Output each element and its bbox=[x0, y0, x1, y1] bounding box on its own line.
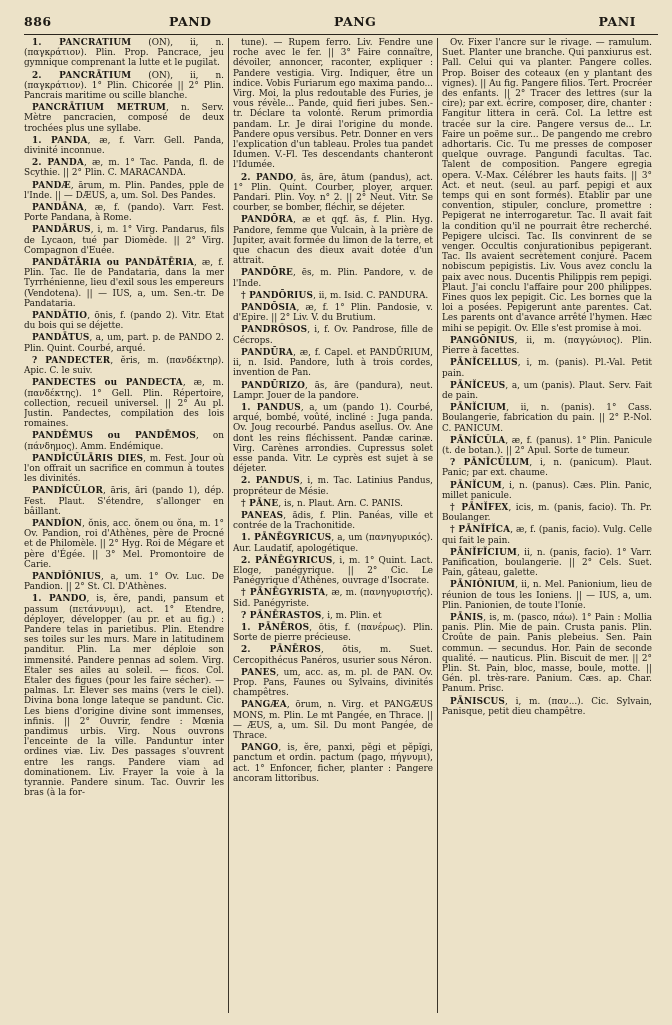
entry-definition: , a, um (pando 1). Courbé, arqué, bombé, voûté, incliné : Juga panda. Ov. Joug recourbé. Pandus asellus. Ov. Ane dont les reins fléchissent. Pandæ carinæ. Virg. Carènes arrondies. Cupressus solet esse panda. Vitr. Le cyprès est sujet à se déjeter. bbox=[233, 402, 433, 475]
entry-definition: (ON), ii, n. (παγκράτιον). 1° Plin. Chicorée || 2° Plin. Pancrais maritime ou scille blanche. bbox=[24, 70, 224, 102]
dictionary-entry bbox=[24, 38, 224, 69]
entry-headword: PANDŪRA bbox=[241, 347, 294, 358]
dictionary-entry bbox=[24, 519, 224, 570]
dictionary-entry bbox=[24, 454, 224, 485]
entry-headword: 1. PANDO bbox=[32, 594, 87, 605]
entry-definition: , i, m. 1° Quint. Lact. Eloge, panégyrique. || 2° Cic. Le Panégyrique d'Athènes, ouvrage d'Isocrate. bbox=[233, 555, 433, 587]
entry-definition: , ās, āre, ātum (pandus), act. 1° Plin. Quint. Courber, ployer, arquer. Pandari. Plin. Voy. n° 2. || 2° Neut. Vitr. Se courber, se bomber, fléchir, se déjeter. bbox=[233, 172, 433, 214]
running-head bbox=[24, 14, 658, 32]
entry-definition: , æ, m. 1° Tac. Panda, fl. de Scythie. || 2° Plin. C. MARACANDA. bbox=[24, 158, 224, 179]
entry-definition: , is, m. (pasco, πάω). 1° Pain : Mollia panis. Plin. Mie de pain. Crusta panis. Plin. Croûte de pain. Panis plebeius. Sen. Pain commun. — secundus. Hor. Pain de seconde qualité. — nauticus. Plin. Biscuit de mer. || 2° Plin. St. Pain, bloc, masse, boule, motte. || Gén. pl. très-rare. Panium. Cæs. ap. Char. Panum. Prisc. bbox=[442, 612, 652, 695]
dictionary-entry bbox=[233, 38, 433, 171]
entry-headword: † PĀNĬFĬCA bbox=[450, 525, 511, 536]
entry-definition: , icis, m. (panis, facio). Th. Pr. Boulanger. bbox=[442, 502, 652, 524]
dictionary-entry bbox=[24, 181, 224, 201]
dictionary-entry bbox=[24, 225, 224, 256]
column-divider bbox=[437, 38, 438, 1013]
entry-definition: , æ, f. Plin. Tac. Ile de Pandataria, dans la mer Tyrrhénienne, lieu d'exil sous les empereurs (Vendotena). || — IUS, a, um. Sen.-tr. De Pandataria. bbox=[24, 258, 224, 309]
entry-headword: 1. PANDUS bbox=[241, 402, 301, 413]
entry-headword: 2. PĀNĒGYRICUS bbox=[241, 555, 333, 566]
dictionary-entry bbox=[233, 556, 433, 587]
dictionary-entry bbox=[233, 511, 433, 531]
entry-definition: Ov. Fixer l'ancre sur le rivage. — ramulum. Suet. Planter une branche. Qui panxiurus est. Pall. Celui qui va planter. Pangere colles. Prop. Boiser des coteaux (en y plantant des vignes). || Au fig. Pangere filios. Tert. Procréer des enfants. || 2° Tracer des lettres (sur la cire); par ext. écrire, composer, dire, chanter : Fangitur littera in cerā. Col. La lettre est tracée sur la cire. Pangere versus de... Lr. Faire un poëme sur... De pangendo me crebro adhortaris. Cic. Tu me presses de composer quelque ouvrage. Pangundi facultas. Tac. Talent de composition. Pangere egregia opera. V.-Max. Célébrer les hauts faits. || 3° Act. et neut. (seul. au parf. pepigi et aux temps qui en sont formés). Etablir par une convention, stipuler, conclure, promettre : Pepigerat ne interrogaretur. Tac. Il avait fait la condition qu'il ne pourrait être recherché. Pepigere ulcisci. Tac. Ils convinrent de se venger. Occultis conjurationibus pepigerant. Tac. Ils avaient secrètement conjuré. Pacem nobiscum pepigistis. Liv. Vous avez conclu la paix avec nous. Ducentis Philippis rem pepigi. Plaut. J'ai conclu l'affaire pour 200 philippes. Fines quos lex pepigit. Cic. Les bornes que la loi a posées. Pepigerunt ante parentes. Cat. Les parents ont d'avance arrêté l'hymen. Hæc mihi se pepigit. Ov. Elle s'est promise à moi. bbox=[442, 38, 652, 334]
entry-definition: , on (πάνδημος). Amm. Endémique. bbox=[24, 431, 224, 452]
entry-definition: , āris, āri (pando 1), dép. Fest. Plaut. S'étendre, s'allonger en bâillant. bbox=[24, 486, 224, 517]
dictionary-entry bbox=[442, 436, 652, 456]
entry-headword: 1. PĀNĒROS bbox=[241, 622, 310, 633]
entry-headword: PANEAS bbox=[241, 510, 284, 521]
entry-headword: PANDŌRE bbox=[241, 268, 293, 279]
entry-definition: , is, ĕre, pandi, pansum et passum (πετάννυμι), act. 1° Etendre, déployer, développer (au pr. et au fig.) : Pandere telas in parietibus. Plin. Etendre ses toiles sur les murs. Mare in latitudinem panditur. Plin. La mer déploie son immensité. Pandere pennas ad solem. Virg. Etaler ses ailes au soleil. — ficos. Col. Etaler des figues (pour les faire sécher). — palmas. Lr. Elever ses mains (vers le ciel). Divina bona longe lateque se pandunt. Cic. Les biens d'origine divine sont immenses, infinis. || 2° Ouvrir, fendre : Mœnia pandimus urbis. Virg. Nous ouvrons l'enceinte de la ville. Panduntur inter ordines viæ. Liv. Des passages s'ouvrent entre les rangs. Pandere viam ad dominationem. Liv. Frayer la voie à la tyrannie. Pandere sinum. Tac. Ouvrir les bras (à la for- bbox=[24, 594, 224, 799]
header-rule bbox=[24, 34, 658, 35]
entry-headword: PANDĪCŬLĀRIS DIES bbox=[32, 453, 144, 464]
entry-headword: PANDÆ bbox=[32, 180, 71, 191]
entry-headword: † PANDŌRIUS bbox=[241, 290, 314, 301]
dictionary-entry bbox=[233, 403, 433, 474]
dictionary-entry bbox=[233, 303, 433, 323]
entry-headword: PĀNĬFĬCIUM bbox=[450, 547, 518, 558]
dictionary-entry bbox=[233, 348, 433, 379]
dictionary-entry bbox=[24, 136, 224, 156]
entry-headword: ? PĀNĬCŬLUM bbox=[450, 458, 530, 469]
dictionary-entry bbox=[233, 743, 433, 784]
entry-definition: , i, m. (παν...). Cic. Sylvain, Panisque, petit dieu champêtre. bbox=[442, 696, 652, 717]
dictionary-entry bbox=[233, 381, 433, 401]
entry-definition: , i, m. 1° Virg. Pandarus, fils de Lycaon, tué par Diomède. || 2° Virg. Compagnon d'Euée. bbox=[24, 225, 224, 256]
entry-headword: PĀNISCUS bbox=[450, 696, 506, 707]
entry-definition: , i, f. Ov. Pandrose, fille de Cécrops. bbox=[233, 325, 433, 346]
entry-headword: 1. PANDA bbox=[32, 135, 88, 146]
entry-headword: PANDĀTIO bbox=[32, 311, 88, 322]
dictionary-entry bbox=[233, 268, 433, 288]
guide-word-left: PAND bbox=[169, 14, 212, 29]
dictionary-entry bbox=[442, 403, 652, 434]
column-right bbox=[442, 38, 652, 1013]
entry-definition: , is, ĕre, panxi, pĕgi et pĕpĭgi, panctum et ordin. pactum (pago, πήγνυμι), act. 1° Enfoncer, ficher, planter : Pangere ancoram littoribus. bbox=[233, 743, 433, 784]
entry-headword: PANDĒMUS ou PANDĒMOS bbox=[32, 431, 197, 442]
entry-definition: , æ, f. (pando). Varr. Fest. Porte Pandana, à Rome. bbox=[24, 203, 224, 224]
entry-definition: , æ, f. (panis, facio). Vulg. Celle qui fait le pain. bbox=[442, 525, 652, 546]
entry-definition: , ārum, m. Plin. Pandes, pple de l'Inde. || — DÆUS, a, um. Sol. Des Pandes. bbox=[24, 180, 224, 201]
entry-definition: , ădis, f. Plin. Panéas, ville et contrée de la Trachonitide. bbox=[233, 510, 433, 532]
guide-word-right: PANI bbox=[598, 14, 636, 29]
dictionary-entry bbox=[24, 311, 224, 331]
entry-headword: ? PĀNĒRASTOS bbox=[241, 610, 322, 621]
dictionary-entry bbox=[233, 533, 433, 553]
entry-headword: † PĀNĒGYRISTA bbox=[241, 588, 326, 599]
dictionary-entry bbox=[24, 431, 224, 451]
dictionary-entry bbox=[442, 525, 652, 545]
dictionary-entry bbox=[442, 613, 652, 695]
dictionary-entry bbox=[442, 503, 652, 523]
entry-headword: PANDŌRA bbox=[241, 215, 294, 226]
entry-definition: , æ et qqf. ās, f. Plin. Hyg. Pandore, femme que Vulcain, à la prière de Jupiter, avait formée du limon de la terre, et que chacun des dieux avait dotée d'un attrait. bbox=[233, 215, 433, 267]
dictionary-entry bbox=[24, 103, 224, 134]
guide-word-center: PANG bbox=[334, 14, 377, 29]
dictionary-entry bbox=[24, 71, 224, 102]
entry-definition: , i, m. Plin. et bbox=[321, 610, 382, 621]
entry-definition: , ii, m. (παγγώνιος). Plin. Pierre à facettes. bbox=[442, 335, 652, 357]
entry-headword: 2. PANDO bbox=[241, 172, 294, 183]
entry-definition: , um, acc. as, m. pl. de PAN. Ov. Prop. Pans, Faunes ou Sylvains, divinités champêtres. bbox=[233, 667, 433, 699]
dictionary-entry bbox=[24, 594, 224, 798]
entry-headword: † PĀNĬFEX bbox=[450, 502, 509, 513]
entry-definition: , ii, m. Isid. C. PANDURA. bbox=[313, 290, 429, 301]
entry-definition: , ii, n. Mel. Panionium, lieu de réunion de tous les Ioniens. || — IUS, a, um. Plin. Panionien, de toute l'Ionie. bbox=[442, 580, 652, 611]
entry-headword: PĀNIŎNIUM bbox=[450, 580, 516, 591]
dictionary-entry bbox=[233, 499, 433, 509]
entry-headword: PĀNIS bbox=[450, 612, 484, 623]
entry-definition: (ON), ii, n. (παγκράτιον). Plin. Prop. Pancrace, jeu gymnique comprenant la lutte et le pugilat. bbox=[24, 38, 224, 69]
column-left bbox=[24, 38, 224, 1013]
entry-definition: , ii, n. (panis). 1° Cass. Boulangerie, fabrication du pain. || 2° P.-Nol. C. PANICUM. bbox=[442, 403, 652, 434]
entry-definition: , m. Fest. Jour où l'on offrait un sacrifice en commun à toutes les divinités. bbox=[24, 453, 224, 485]
entry-headword: 2. PĀNĒROS bbox=[241, 645, 321, 656]
entry-headword: PANCRĀTIUM METRUM bbox=[32, 103, 167, 114]
entry-headword: PĀNĬCEUS bbox=[450, 380, 506, 391]
column-middle bbox=[233, 38, 433, 1013]
dictionary-entry bbox=[442, 697, 652, 717]
entry-definition: , ŏnis, acc. ŏnem ou ŏna, m. 1° Ov. Pandion, roi d'Athènes, père de Procné et de Philomèle. || 2° Hyg. Roi de Mégare et père d'Égée. || 3° Mel. Promontoire de Carie. bbox=[24, 518, 224, 570]
entry-definition: , n. Serv. Mètre pancracien, composé de deux trochées plus une syllabe. bbox=[24, 103, 224, 134]
dictionary-entry bbox=[233, 668, 433, 699]
dictionary-entry bbox=[442, 481, 652, 501]
entry-headword: 1. PANCRĀTIUM bbox=[32, 38, 132, 48]
dictionary-entry bbox=[233, 700, 433, 741]
entry-headword: 2. PANCRĀTIUM bbox=[32, 70, 132, 81]
entry-definition: , ōnis, f. (pando 2). Vitr. Etat du bois qui se déjette. bbox=[24, 311, 224, 332]
entry-headword: PĀNĬCIUM bbox=[450, 403, 507, 414]
entry-definition: , i, n. (panus). Cæs. Plin. Panic, millet panicule. bbox=[442, 480, 652, 501]
entry-headword: PANDĀNA bbox=[32, 203, 85, 214]
dictionary-entry bbox=[24, 378, 224, 429]
dictionary-entry bbox=[442, 580, 652, 611]
entry-definition: tune). — Rupem ferro. Liv. Fendre une roche avec le fer. || 3° Faire connaître, dévoiler, annoncer, raconter, expliquer : Pandere vestigia. Virg. Indiquer, être un indice. Vobis Furiarum ego maxima pando... Virg. Moi, la plus redoutable des Furies, je vous révèle... Pande, quid fieri jubes. Sen.-tr. Déclare ta volonté. Rerum primordia pandam. Lr. Je dirai l'origine du monde. Pandere opus versibus. Petr. Donner en vers l'explication d'un tableau. Proles tua pandet Idumen. V.-Fl. Tes descendants chanteront l'Idumée. bbox=[233, 38, 433, 171]
entry-headword: † PĀNE bbox=[241, 498, 279, 509]
entry-definition: , æ, f. 1° Plin. Pandosie, v. d'Epire. || 2° Liv. V. du Brutium. bbox=[233, 303, 433, 324]
entry-definition: , æ, f. (panus). 1° Plin. Panicule (t. de botan.). || 2° Apul. Sorte de tumeur. bbox=[442, 435, 652, 456]
entry-definition: , a, um. 1° Ov. Luc. De Pandion. || 2° St. Cl. D'Athènes. bbox=[24, 571, 224, 593]
entry-headword: 2. PANDUS bbox=[241, 476, 300, 487]
entry-headword: PANDĪŎNIUS bbox=[32, 571, 102, 582]
column-divider bbox=[228, 38, 229, 1013]
entry-definition: , æ, m. (πανδέκτης). 1° Gell. Plin. Répertoire, collection, recueil universel. || 2° Au pl. Justin. Pandectes, compilation des lois romaines. bbox=[24, 378, 224, 430]
dictionary-entry bbox=[233, 291, 433, 301]
entry-headword: PANDRŎSOS bbox=[241, 325, 308, 336]
entry-headword: PANDĬCŬLOR bbox=[32, 486, 104, 497]
page-number: 886 bbox=[24, 14, 52, 29]
entry-definition: , i, m. Tac. Latinius Pandus, propréteur de Mésie. bbox=[233, 476, 433, 497]
dictionary-entry bbox=[442, 358, 652, 378]
entry-headword: PANDŪRIZO bbox=[241, 380, 305, 391]
dictionary-entry bbox=[442, 458, 652, 478]
entry-definition: , æ, m. (πανηγυριστής). Sid. Panégyriste. bbox=[233, 588, 433, 609]
entry-headword: ? PANDECTER bbox=[32, 355, 111, 366]
entry-definition: , i, m. (panis). Pl.-Val. Petit pain. bbox=[442, 358, 652, 379]
dictionary-entry bbox=[233, 588, 433, 608]
dictionary-entry bbox=[233, 215, 433, 266]
dictionary-entry bbox=[24, 203, 224, 223]
entry-definition: , æ, f. Capel. et PANDŪRIUM, ii, n. Isid. Pandore, luth à trois cordes, invention de Pan. bbox=[233, 347, 433, 379]
entry-definition: , ōtis, f. (πανέρως). Plin. Sorte de pierre précieuse. bbox=[233, 622, 433, 644]
entry-headword: PANDĀRUS bbox=[32, 225, 91, 236]
dictionary-entry bbox=[233, 623, 433, 643]
dictionary-entry bbox=[24, 333, 224, 353]
entry-headword: PANDĀTUS bbox=[32, 333, 90, 344]
entry-definition: , a, um (panis). Plaut. Serv. Fait de pain. bbox=[442, 380, 652, 401]
entry-definition: , ōtis, m. Suet. Cercopithécus Panéros, usurier sous Néron. bbox=[233, 645, 433, 666]
entry-headword: PANES bbox=[241, 667, 277, 678]
entry-definition: , a, um, part. p. de PANDO 2. Plin. Quint. Courbé, arqué. bbox=[24, 333, 224, 354]
dictionary-entry bbox=[233, 611, 433, 621]
entry-definition: , ās, āre (pandura), neut. Lampr. Jouer de la pandore. bbox=[233, 380, 433, 401]
dictionary-entry bbox=[233, 476, 433, 496]
dictionary-entry bbox=[442, 38, 652, 334]
dictionary-entry bbox=[233, 325, 433, 345]
dictionary-entry bbox=[442, 336, 652, 356]
entry-definition: , a, um (πανηγυρικός). Aur. Laudatif, apologétique. bbox=[233, 533, 433, 554]
entry-definition: , æ, f. Varr. Gell. Panda, divinité inconnue. bbox=[24, 135, 224, 157]
entry-headword: PANDECTES ou PANDECTA bbox=[32, 378, 183, 389]
entry-definition: , ēs, m. Plin. Pandore, v. de l'Inde. bbox=[233, 268, 433, 289]
entry-definition: , i, n. (panicum). Plaut. Panic; par ext. chaume. bbox=[442, 458, 652, 479]
dictionary-entry bbox=[24, 158, 224, 178]
dictionary-entry bbox=[24, 486, 224, 517]
entry-headword: PANDĪON bbox=[32, 518, 83, 529]
dictionary-entry bbox=[442, 381, 652, 401]
entry-headword: PANGO bbox=[241, 743, 279, 754]
dictionary-entry bbox=[24, 572, 224, 592]
entry-definition: , ii, n. (panis, facio). 1° Varr. Panification, boulangerie. || 2° Cels. Suet. Pain, gâteau, galette. bbox=[442, 547, 652, 579]
entry-headword: PĀNĬCUM bbox=[450, 480, 502, 491]
dictionary-entry bbox=[24, 356, 224, 376]
dictionary-entry bbox=[233, 645, 433, 665]
entry-headword: PANGŌNIUS bbox=[450, 335, 515, 346]
entry-headword: PĀNĬCELLUS bbox=[450, 358, 518, 369]
entry-headword: PĀNĬCŬLA bbox=[450, 435, 506, 446]
dictionary-entry bbox=[442, 548, 652, 579]
dictionary-entry bbox=[233, 173, 433, 214]
entry-headword: PANGÆA bbox=[241, 700, 287, 711]
entry-headword: 2. PANDA bbox=[32, 158, 84, 169]
dictionary-entry bbox=[24, 258, 224, 309]
entry-headword: 1. PĀNĒGYRICUS bbox=[241, 533, 332, 544]
entry-definition: , ĕris, m. (πανδέκτηρ). Apic. C. le suiv. bbox=[24, 355, 224, 377]
entry-definition: , ōrum, n. Virg. et PANGÆUS MONS, m. Plin. Le mt Pangée, en Thrace. || — ÆUS, a, um. Sil. Du mont Pangée, de Thrace. bbox=[233, 700, 433, 741]
entry-headword: PANDĀTĀRIA ou PANDĀTĒRIA bbox=[32, 258, 194, 269]
entry-headword: PANDŌSIA bbox=[241, 303, 297, 314]
entry-definition: , is, n. Plaut. Arn. C. PANIS. bbox=[278, 498, 403, 509]
